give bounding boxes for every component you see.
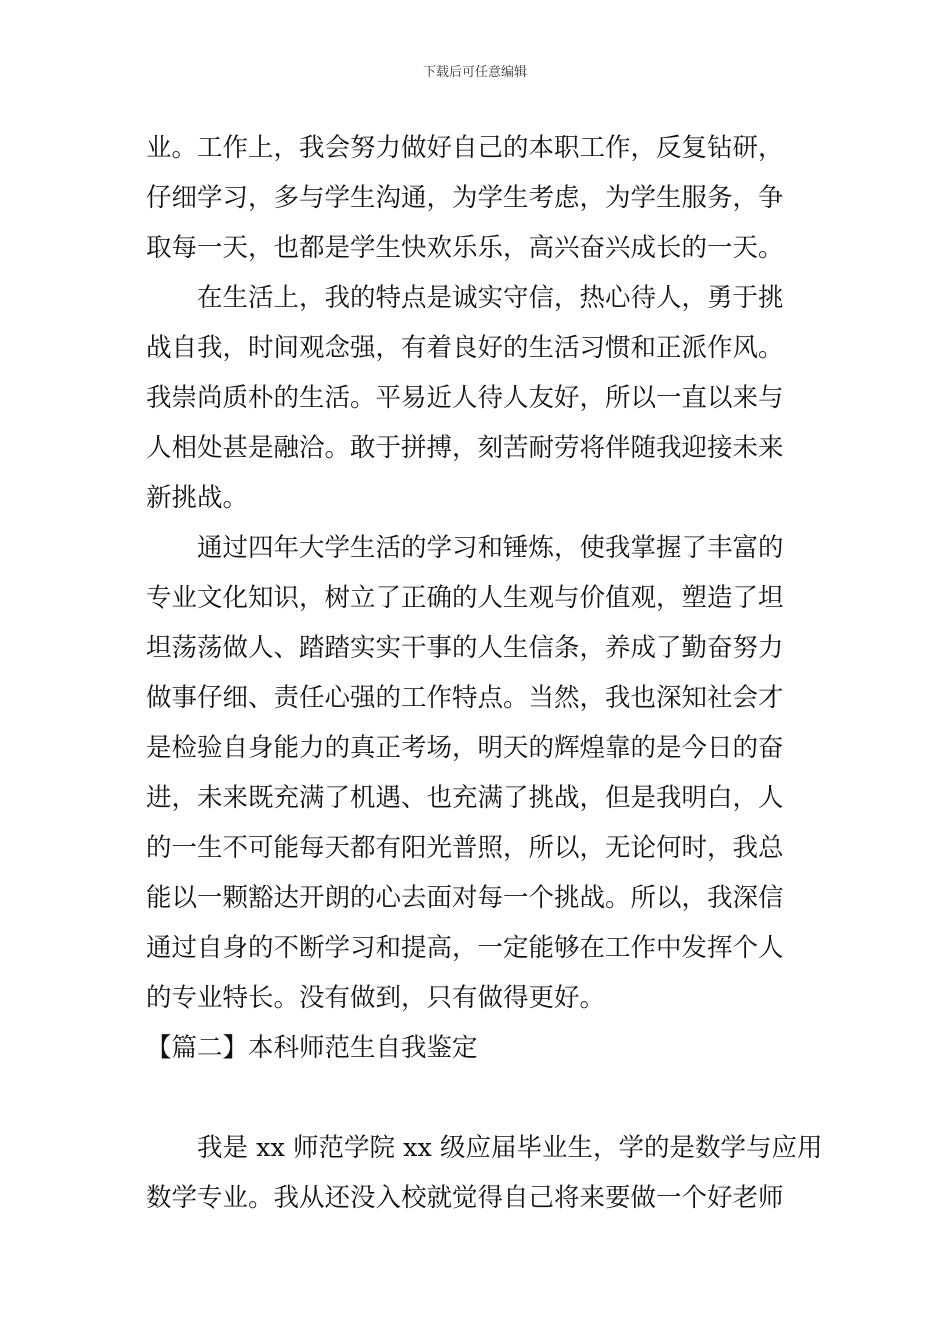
- paragraph-introduction: [146, 1123, 823, 1223]
- text-line: 我崇尚质朴的生活。平易近人待人友好，所以一直以来与: [146, 383, 784, 413]
- paragraph-life: [146, 273, 806, 523]
- text-line: 人相处甚是融洽。敢于拼搏，刻苦耐劳将伴随我迎接未来: [146, 433, 784, 463]
- paragraph-work: [146, 123, 806, 273]
- paragraph-university: [146, 523, 806, 1023]
- text-line: 的专业特长。没有做到，只有做得更好。: [146, 983, 606, 1013]
- text-line: 战自我，时间观念强，有着良好的生活习惯和正派作风。: [146, 333, 784, 363]
- text-line: 仔细学习，多与学生沟通，为学生考虑，为学生服务，争: [146, 183, 784, 213]
- text-line: 取每一天，也都是学生快欢乐乐，高兴奋兴成长的一天。: [146, 233, 784, 263]
- text-line: 坦荡荡做人、踏踏实实干事的人生信条，养成了勤奋努力: [146, 633, 784, 663]
- text-line: 我是 xx 师范学院 xx 级应届毕业生，学的是数学与应用: [197, 1133, 823, 1163]
- blank-line: [146, 1073, 806, 1123]
- text-line: 做事仔细、责任心强的工作特点。当然，我也深知社会才: [146, 683, 784, 713]
- text-line: 在生活上，我的特点是诚实守信，热心待人，勇于挑: [197, 283, 784, 313]
- section-heading: 【篇二】本科师范生自我鉴定: [146, 1033, 478, 1063]
- text-line: 通过自身的不断学习和提高，一定能够在工作中发挥个人: [146, 933, 784, 963]
- text-line: 新挑战。: [146, 483, 249, 513]
- text-line: 数学专业。我从还没入校就觉得自己将来要做一个好老师: [146, 1183, 784, 1213]
- text-line: 的一生不可能每天都有阳光普照，所以，无论何时，我总: [146, 833, 784, 863]
- text-line: 专业文化知识，树立了正确的人生观与价值观，塑造了坦: [146, 583, 784, 613]
- page-header-note: 下载后可任意编辑: [422, 65, 527, 80]
- text-line: 进，未来既充满了机遇、也充满了挑战，但是我明白，人: [146, 783, 784, 813]
- text-line: 是检验自身能力的真正考场，明天的辉煌靠的是今日的奋: [146, 733, 784, 763]
- text-line: 通过四年大学生活的学习和锤炼，使我掌握了丰富的: [197, 533, 784, 563]
- document-body: [146, 123, 823, 1223]
- text-line: 业。工作上，我会努力做好自己的本职工作，反复钻研，: [146, 133, 784, 163]
- text-line: 能以一颗豁达开朗的心去面对每一个挑战。所以，我深信: [146, 883, 784, 913]
